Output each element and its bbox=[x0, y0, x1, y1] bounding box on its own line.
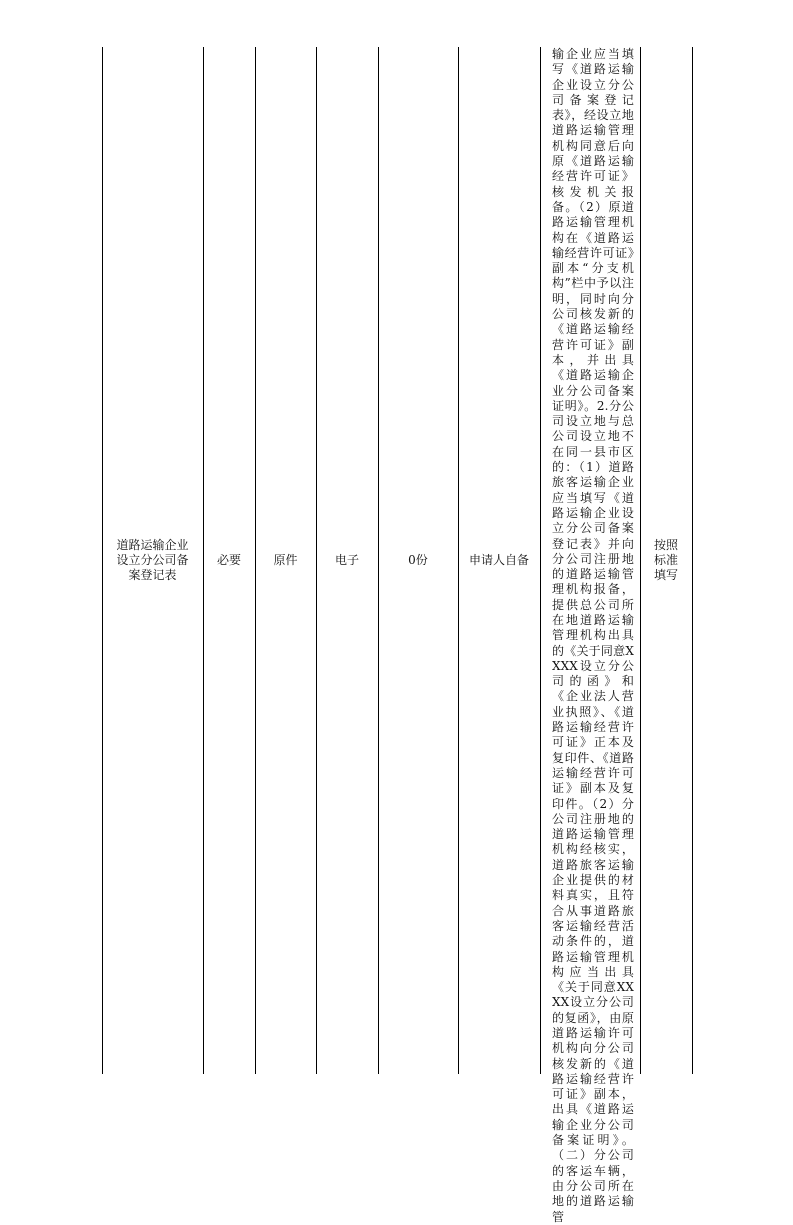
material-name: 道路运输企业设立分公司备案登记表 bbox=[116, 538, 189, 582]
material-form-cell bbox=[316, 47, 378, 1074]
material-form: 电子 bbox=[334, 553, 359, 567]
material-description: 输企业应当填写《道路运输企业设立分公司备案登记表》，经设立地道路运输管理机构同意后向原《道路运输经营许可证》核发机关报备。（2）原道路运输管理机构在《道路运输经营许可证》副本“分支机构”栏中予以注明，同时向分公司核发新的《道路运输经营许可证》副本，并出具《道路运输企业分公司备案证明》。2.分公司设立地与总公司设立地不在同一县市区的：（1）道路旅客运输企业应当填写《道路运输企业设立分公司备案登记表》并向分公司注册地的道路运输管理机构报备，提供总公司所在地道路运输管理机构出具的《关于同意XXXX设立分公司的函》和《企业法人营业执照》、《道路运输经营许可证》正本及复印件、《道路运输经营许可证》副本及复印件。（2）分公司注册地的道路运输管理机构经核实，道路旅客运输企业提供的材料真实，且符合从事道路旅客运输经营活动条件的，道路运输管理机构应当出具《关于同意XXXX设立分公司的复函》，由原道路运输许可机构向分公司核发新的《道路运输经营许可证》副本，出具《道路运输企业分公司备案证明》。（二）分公司的客运车辆，由分公司所在地的道路运输管 bbox=[552, 47, 634, 1224]
copies: 0份 bbox=[408, 553, 428, 567]
material-source: 申请人自备 bbox=[468, 553, 529, 567]
table-column-divider bbox=[540, 47, 541, 1074]
material-type: 原件 bbox=[273, 553, 298, 567]
material-type-cell bbox=[255, 47, 316, 1074]
fill-requirement: 按照标准填写 bbox=[653, 538, 678, 582]
material-name-cell bbox=[102, 47, 203, 1074]
required-cell bbox=[203, 47, 255, 1074]
table-border-right bbox=[692, 47, 693, 1074]
fill-requirement-cell bbox=[640, 47, 692, 1074]
source-cell bbox=[458, 47, 540, 1074]
required-flag: 必要 bbox=[216, 553, 241, 567]
copies-cell bbox=[378, 47, 458, 1074]
